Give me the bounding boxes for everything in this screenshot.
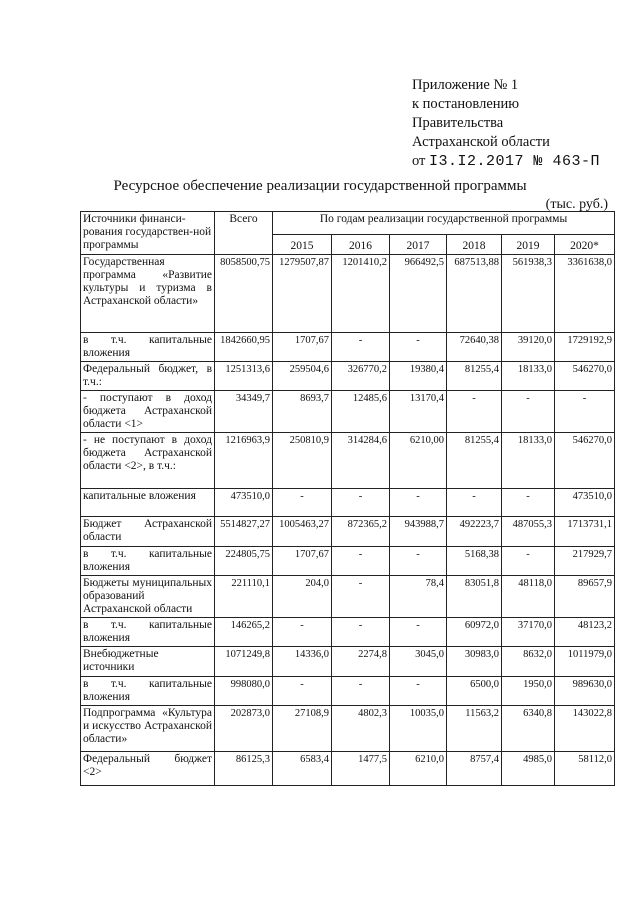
table-row [81,706,615,752]
year-value-cell: - [273,677,332,706]
header-year: 2017 [390,235,447,255]
year-value-cell: 5168,38 [447,547,502,576]
year-value-cell: - [502,489,555,517]
year-value-cell: 3361638,0 [555,255,615,333]
total-cell: 34349,7 [215,391,273,433]
appendix-authority: Правительства [412,115,504,131]
header-year: 2019 [502,235,555,255]
source-cell: Государственная программа «Развитие культуры и туризма в Астраханской области» [81,255,215,333]
year-value-cell: 8693,7 [273,391,332,433]
year-value-cell: 561938,3 [502,255,555,333]
year-value-cell: 13170,4 [390,391,447,433]
source-cell: в т.ч. капитальные вложения [81,677,215,706]
header-year: 2018 [447,235,502,255]
year-value-cell: - [390,333,447,362]
total-cell: 998080,0 [215,677,273,706]
year-value-cell: - [390,677,447,706]
header-year: 2015 [273,235,332,255]
year-value-cell: 37170,0 [502,618,555,647]
year-value-cell: - [390,489,447,517]
year-value-cell: 546270,0 [555,433,615,489]
appendix-number: Приложение № 1 [412,77,519,93]
table-row [81,391,615,433]
appendix-date-stamp: I3.I2.2017 № 463-П [429,153,601,170]
year-value-cell: 1201410,2 [332,255,390,333]
year-value-cell: 4985,0 [502,752,555,786]
source-cell: капитальные вложения [81,489,215,517]
total-cell: 146265,2 [215,618,273,647]
total-cell: 224805,75 [215,547,273,576]
year-value-cell: 30983,0 [447,647,502,677]
year-value-cell: 492223,7 [447,517,502,547]
year-value-cell: - [447,391,502,433]
year-value-cell: 1011979,0 [555,647,615,677]
appendix-region: Астраханской области [412,134,550,150]
year-value-cell: 943988,7 [390,517,447,547]
source-cell: Федеральный бюджет, в т.ч.: [81,362,215,391]
table-row [81,677,615,706]
total-cell: 1216963,9 [215,433,273,489]
year-value-cell: 1950,0 [502,677,555,706]
total-cell: 1251313,6 [215,362,273,391]
year-value-cell: 81255,4 [447,362,502,391]
year-value-cell: 687513,88 [447,255,502,333]
year-value-cell: 19380,4 [390,362,447,391]
units-label: (тыс. руб.) [545,197,608,212]
total-cell: 221110,1 [215,576,273,618]
year-value-cell: 259504,6 [273,362,332,391]
year-value-cell: 1729192,9 [555,333,615,362]
year-value-cell: 18133,0 [502,433,555,489]
year-value-cell: 217929,7 [555,547,615,576]
year-value-cell: 6210,00 [390,433,447,489]
year-value-cell: 14336,0 [273,647,332,677]
year-value-cell: 83051,8 [447,576,502,618]
source-cell: в т.ч. капитальные вложения [81,618,215,647]
appendix-date-line [412,152,600,171]
year-value-cell: - [273,489,332,517]
year-value-cell: 8757,4 [447,752,502,786]
year-value-cell: 250810,9 [273,433,332,489]
year-value-cell: 314284,6 [332,433,390,489]
header-year: 2016 [332,235,390,255]
total-cell: 8058500,75 [215,255,273,333]
year-value-cell: 1005463,27 [273,517,332,547]
year-value-cell: - [332,677,390,706]
year-value-cell: 989630,0 [555,677,615,706]
source-cell: в т.ч. капитальные вложения [81,333,215,362]
year-value-cell: 8632,0 [502,647,555,677]
appendix-header [412,76,600,171]
year-value-cell: 78,4 [390,576,447,618]
year-value-cell: - [332,489,390,517]
source-cell: - не поступают в доход бюджета Астраханской области <2>, в т.ч.: [81,433,215,489]
source-cell: - поступают в доход бюджета Астраханской области <1> [81,391,215,433]
header-year: 2020* [555,235,615,255]
year-value-cell: 48123,2 [555,618,615,647]
appendix-ref: к постановлению [412,96,520,112]
year-value-cell: - [555,391,615,433]
table-row [81,647,615,677]
year-value-cell: 487055,3 [502,517,555,547]
year-value-cell: 72640,38 [447,333,502,362]
total-cell: 1071249,8 [215,647,273,677]
total-cell: 5514827,27 [215,517,273,547]
header-source: Источники финанси-рования государствен-ной программы [81,212,215,255]
year-value-cell: - [447,489,502,517]
year-value-cell: 58112,0 [555,752,615,786]
year-value-cell: 326770,2 [332,362,390,391]
source-cell: в т.ч. капитальные вложения [81,547,215,576]
year-value-cell: - [273,618,332,647]
year-value-cell: 143022,8 [555,706,615,752]
total-cell: 473510,0 [215,489,273,517]
appendix-date-prefix: от [412,153,426,169]
year-value-cell: 1477,5 [332,752,390,786]
year-value-cell: 966492,5 [390,255,447,333]
year-value-cell: 1713731,1 [555,517,615,547]
year-value-cell: 11563,2 [447,706,502,752]
year-value-cell: - [502,547,555,576]
total-cell: 1842660,95 [215,333,273,362]
source-cell: Подпрограмма «Культура и искусство Астраханской области» [81,706,215,752]
year-value-cell: 2274,8 [332,647,390,677]
year-value-cell: 18133,0 [502,362,555,391]
year-value-cell: 6340,8 [502,706,555,752]
source-cell: Бюджеты муниципальных образований Астраханской области [81,576,215,618]
year-value-cell: 6583,4 [273,752,332,786]
year-value-cell: - [332,547,390,576]
year-value-cell: - [332,333,390,362]
year-value-cell: 3045,0 [390,647,447,677]
year-value-cell: 6500,0 [447,677,502,706]
year-value-cell: 12485,6 [332,391,390,433]
source-cell: Бюджет Астраханской области [81,517,215,547]
table-row [81,752,615,786]
year-value-cell: 27108,9 [273,706,332,752]
year-value-cell: 4802,3 [332,706,390,752]
table-row [81,576,615,618]
year-value-cell: 39120,0 [502,333,555,362]
table-row [81,547,615,576]
year-value-cell: 204,0 [273,576,332,618]
table-row [81,362,615,391]
source-cell: Федеральный бюджет <2> [81,752,215,786]
year-value-cell: - [390,547,447,576]
year-value-cell: 1279507,87 [273,255,332,333]
year-value-cell: 60972,0 [447,618,502,647]
year-value-cell: - [390,618,447,647]
year-value-cell: - [332,618,390,647]
header-total: Всего [215,212,273,255]
table-row [81,618,615,647]
header-years-group: По годам реализации государственной программы [273,212,615,235]
table-row [81,489,615,517]
year-value-cell: 10035,0 [390,706,447,752]
table-row [81,255,615,333]
table-row [81,333,615,362]
year-value-cell: 81255,4 [447,433,502,489]
resources-table [80,211,615,786]
source-cell: Внебюджетные источники [81,647,215,677]
year-value-cell: - [332,576,390,618]
year-value-cell: 6210,0 [390,752,447,786]
total-cell: 202873,0 [215,706,273,752]
year-value-cell: 872365,2 [332,517,390,547]
year-value-cell: 546270,0 [555,362,615,391]
year-value-cell: 1707,67 [273,333,332,362]
document-title: Ресурсное обеспечение реализации государственной программы [113,178,527,194]
year-value-cell: 473510,0 [555,489,615,517]
year-value-cell: - [502,391,555,433]
year-value-cell: 48118,0 [502,576,555,618]
year-value-cell: 89657,9 [555,576,615,618]
year-value-cell: 1707,67 [273,547,332,576]
table-row [81,517,615,547]
total-cell: 86125,3 [215,752,273,786]
table-row [81,433,615,489]
